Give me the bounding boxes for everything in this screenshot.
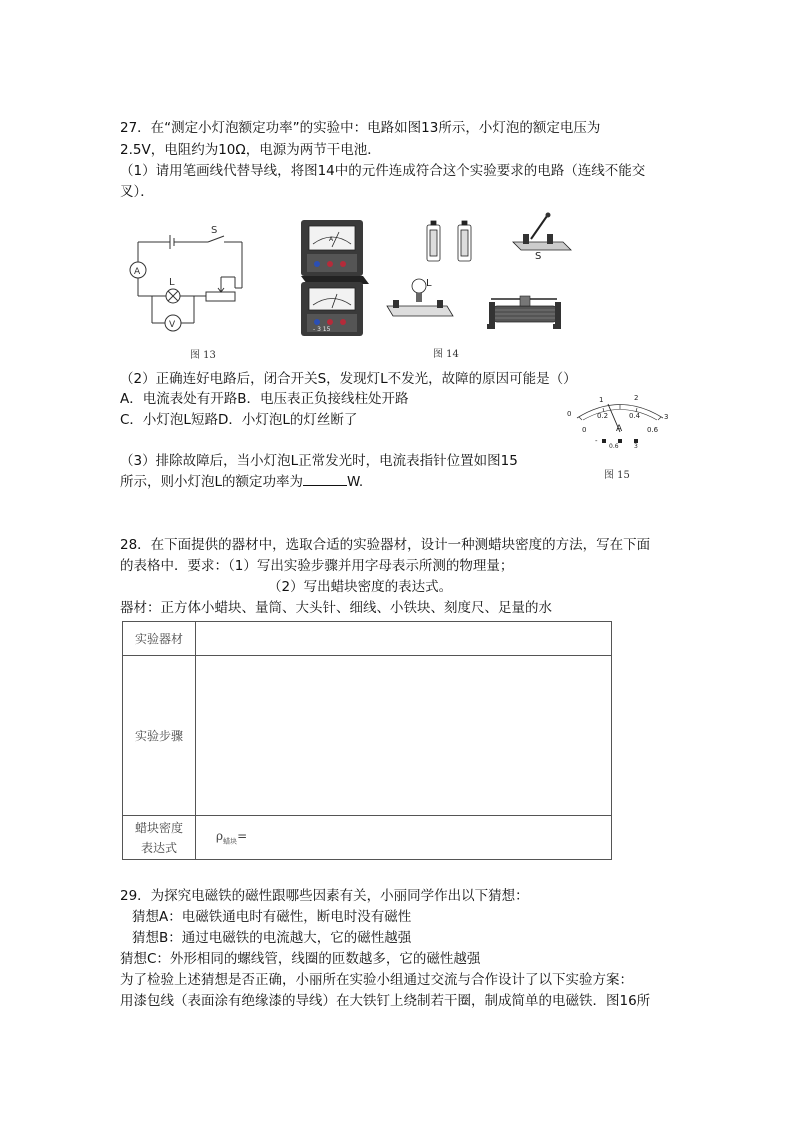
fig15-inner-0: 0 [582,426,587,434]
q27-options-ab: A．电流表处有开路B．电压表正负接线柱处开路 [120,391,409,407]
fig14-meter-letter: A [329,236,334,243]
q27-part3-text: 所示，则小灯泡L的额定功率为 [120,474,304,490]
q28-line-3: （2）写出蜡块密度的表达式。 [268,579,453,595]
answer-cell-equipment[interactable] [196,622,612,656]
fig13-switch-label: S [211,225,218,236]
label-density-line-1: 蜡块密度 [134,820,183,835]
figure-15-caption: 图 15 [604,470,630,481]
q29-line-1: 29．为探究电磁铁的磁性跟哪些因素有关，小丽同学作出以下猜想： [120,888,529,904]
answer-blank [303,473,347,486]
q27-options-cd: C．小灯泡L短路D．小灯泡L的灯丝断了 [120,412,358,428]
q27-part3-line-1: （3）排除故障后，当小灯泡L正常发光时，电流表指针位置如图15 [120,453,518,469]
q28-materials: 器材：正方体小蜡块、量筒、大头针、细线、小铁块、刻度尺、足量的水 [120,600,552,616]
fig15-unit-label: A [616,424,623,434]
table-row-density [123,816,612,860]
q27-part1-line-1: （1）请用笔画线代替导线，将图14中的元件连成符合这个实验要求的电路（连线不能交 [120,163,646,179]
fig15-inner-0.2: 0.2 [597,412,609,420]
q29-guess-a: 猜想A：电磁铁通电时有磁性，断电时没有磁性 [132,909,412,925]
fig15-inner-0.4: 0.4 [629,412,641,420]
table-row-steps [123,656,612,816]
label-density [123,816,196,860]
fig14-lamp-label: L [426,278,432,289]
q29-guess-b: 猜想B：通过电磁铁的电流越大，它的磁性越强 [132,930,412,946]
fig15-terminal-0.6: 0.6 [609,443,619,450]
lamp-holder [387,278,453,316]
q28-line-1: 28．在下面提供的器材中，选取合适的实验器材，设计一种测蜡块密度的方法，写在下面 [120,537,651,553]
q27-part2-question: （2）正确连好电路后，闭合开关S，发现灯L不发光，故障的原因可能是（） [120,371,577,387]
q29-guess-c: 猜想C：外形相同的螺线管，线圈的匝数越多，它的磁性越强 [120,951,481,967]
fig14-switch-label: S [535,251,542,262]
answer-cell-density[interactable] [196,816,612,860]
figure-13-caption: 图 13 [190,350,216,361]
fig15-outer-0: 0 [567,410,572,418]
q27-part1-line-2: 叉）． [120,184,154,200]
q27-part3-line-2 [120,473,363,491]
figure-15-ammeter-dial [565,386,675,452]
q27-line-2: 2.5V，电阻约为10Ω，电源为两节干电池． [120,142,381,158]
q27-part3-unit: W. [347,474,364,490]
q28-line-2: 的表格中．要求：（1）写出实验步骤并用字母表示所测的物理量； [120,558,514,574]
fig15-outer-2: 2 [634,394,639,402]
fig15-terminal-minus: - [595,437,598,445]
q29-line-5: 为了检验上述猜想是否正确，小丽所在实验小组通过交流与合作设计了以下实验方案： [120,972,633,988]
knife-switch [513,213,571,263]
density-rho: ρ [216,828,224,843]
density-subscript: 蜡块 [223,837,238,846]
label-equipment: 实验器材 [123,622,196,656]
label-steps: 实验步骤 [123,656,196,816]
fig14-voltmeter-terminals: - 3 15 [313,326,331,333]
fig13-voltmeter-label: V [169,320,176,330]
answer-cell-steps[interactable] [196,656,612,816]
rheostat [487,296,561,329]
table-row-equipment [123,622,612,656]
fig15-outer-1: 1 [599,396,604,404]
density-equals: = [237,828,248,843]
fig15-terminal-3: 3 [634,443,638,450]
fig13-lamp-label: L [169,277,175,288]
fig15-outer-3: 3 [664,413,669,421]
q27-line-1: 27．在“测定小灯泡额定功率”的实验中：电路如图13所示，小灯泡的额定电压为 [120,120,601,136]
label-density-line-2: 表达式 [140,840,177,855]
figure-14-caption: 图 14 [433,349,459,360]
ammeter-device [301,220,369,284]
voltmeter-device [301,282,363,336]
experiment-table [122,621,612,860]
figure-14-components [295,212,585,342]
fig15-inner-0.6: 0.6 [647,426,659,434]
figure-13-circuit [128,222,248,337]
q29-line-6: 用漆包线（表面涂有绝缘漆的导线）在大铁钉上绕制若干圈，制成简单的电磁铁．图16所 [120,993,651,1009]
fig13-ammeter-label: A [134,267,141,277]
batteries [427,221,471,261]
